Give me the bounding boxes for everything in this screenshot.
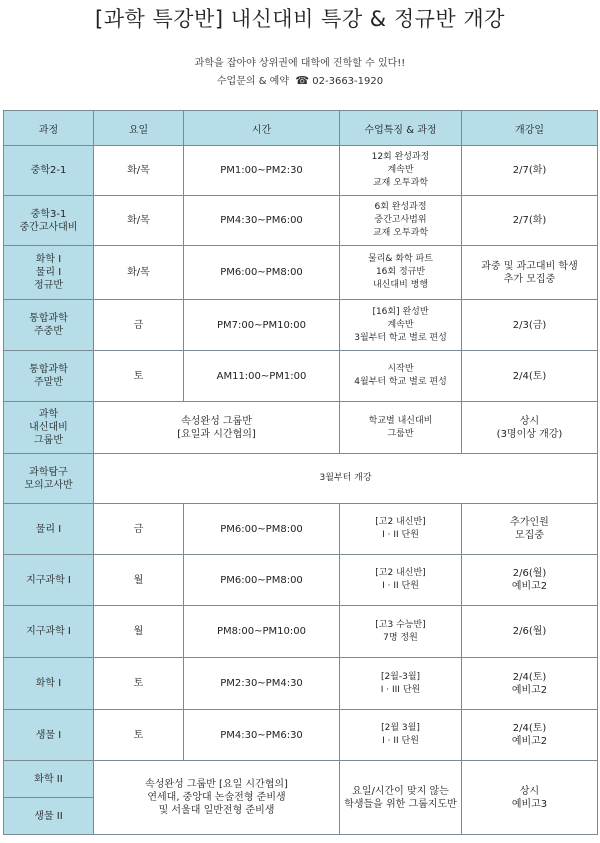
course-cell-line: 물리 I <box>35 523 62 535</box>
table-row <box>4 710 598 761</box>
start-date-cell-line: 2/7(화) <box>512 215 547 226</box>
table-row <box>4 606 598 658</box>
start-date-cell-line: 추가인원 <box>510 517 549 528</box>
course-cell-line: 화학 I <box>35 678 62 689</box>
start-date-cell-line: 2/4(토) <box>512 723 547 734</box>
table-row <box>4 658 598 710</box>
time-cell: PM1:00~PM2:30 <box>184 146 340 196</box>
time-cell: AM11:00~PM1:00 <box>184 351 340 402</box>
day-time-cell <box>94 761 340 835</box>
schedule-table <box>3 110 598 835</box>
feature-cell-line: 중간고사범위 <box>374 215 427 225</box>
table-row <box>4 761 598 798</box>
course-cell <box>4 454 94 504</box>
time-cell: PM6:00~PM8:00 <box>184 504 340 555</box>
course-cell: 생물 II <box>4 798 94 835</box>
telephone-icon: ☎ <box>295 74 310 87</box>
start-date-cell-line: 2/6(월) <box>512 626 547 637</box>
start-date-cell-line: 상시 <box>519 785 540 797</box>
time-cell: PM4:30~PM6:00 <box>184 196 340 246</box>
feature-cell <box>340 300 462 351</box>
feature-cell-line: [고2 내신반] <box>375 517 426 527</box>
feature-cell-line: [2월 3월] <box>381 723 420 733</box>
start-date-cell <box>462 761 598 835</box>
start-date-cell-line: 예비고2 <box>511 581 548 592</box>
feature-cell-line: 시작반 <box>387 364 414 374</box>
start-date-cell <box>462 606 598 658</box>
table-row <box>4 196 598 246</box>
feature-cell-line: 6회 완성과정 <box>374 202 427 212</box>
table-row <box>4 351 598 402</box>
day-time-cell-line: 속성완성 그룹반 <box>181 415 252 427</box>
start-date-cell <box>462 710 598 761</box>
day-time-cell-line: 연세대, 중앙대 논술전형 준비생 <box>147 792 286 803</box>
course-cell <box>4 658 94 710</box>
course-cell <box>4 606 94 658</box>
day-time-cell <box>94 402 340 454</box>
merged-cell: 3월부터 개강 <box>94 454 598 504</box>
feature-cell <box>340 761 462 835</box>
day-cell: 금 <box>94 300 184 351</box>
day-cell: 화/목 <box>94 196 184 246</box>
start-date-cell-line: 2/4(토) <box>512 370 547 382</box>
start-date-cell-line: 추가 모집중 <box>503 273 556 285</box>
course-cell <box>4 504 94 555</box>
time-cell: PM4:30~PM6:30 <box>184 710 340 761</box>
header-start-date: 개강일 <box>462 111 598 146</box>
feature-cell <box>340 402 462 454</box>
day-cell: 토 <box>94 351 184 402</box>
start-date-cell-line: 예비고2 <box>511 684 548 696</box>
feature-cell-line: I · II 단원 <box>382 581 419 591</box>
day-cell: 월 <box>94 555 184 606</box>
feature-cell-line: I · II 단원 <box>382 736 419 746</box>
table-row <box>4 555 598 606</box>
course-cell-line: 지구과학 I <box>26 574 71 586</box>
feature-cell <box>340 710 462 761</box>
course-cell <box>4 246 94 300</box>
start-date-cell <box>462 658 598 710</box>
time-cell: PM6:00~PM8:00 <box>184 246 340 300</box>
day-cell: 토 <box>94 710 184 761</box>
table-row <box>4 146 598 196</box>
course-cell-line: 그룹반 <box>34 435 63 446</box>
feature-cell-line: 4월부터 학교 별로 편성 <box>354 377 447 387</box>
header-feature: 수업특징 & 과정 <box>340 111 462 146</box>
feature-cell-line: 계속반 <box>387 165 414 175</box>
feature-cell-line: [2월-3월] <box>380 671 421 682</box>
feature-cell-line: [고2 내신반] <box>375 568 426 578</box>
course-cell-line: 내신대비 <box>29 422 68 433</box>
day-time-cell-line: 및 서울대 일반전형 준비생 <box>158 805 275 816</box>
feature-cell <box>340 351 462 402</box>
feature-cell-line: [고3 수능반] <box>375 619 426 630</box>
course-cell-line: 주말반 <box>34 377 63 388</box>
start-date-cell-line: 2/4(토) <box>512 671 547 683</box>
course-cell <box>4 300 94 351</box>
course-cell-line: 지구과학 I <box>26 626 71 637</box>
page-title: [과학 특강반] 내신대비 특강 & 정규반 개강 <box>95 7 505 31</box>
course-cell-line: 중간고사대비 <box>19 221 78 233</box>
time-cell: PM7:00~PM10:00 <box>184 300 340 351</box>
course-cell-line: 모의고사반 <box>24 479 73 491</box>
start-date-cell <box>462 246 598 300</box>
feature-cell <box>340 658 462 710</box>
start-date-cell-line: 2/3(금) <box>512 319 547 331</box>
feature-cell <box>340 196 462 246</box>
start-date-cell <box>462 196 598 246</box>
course-cell <box>4 710 94 761</box>
feature-cell-line: 3월부터 학교 별로 편성 <box>354 332 447 343</box>
feature-cell-line: I · II 단원 <box>382 530 419 540</box>
feature-cell-line: 12회 완성과정 <box>371 152 430 162</box>
day-cell: 화/목 <box>94 146 184 196</box>
start-date-cell-line: 모집중 <box>515 530 544 541</box>
course-cell-line: 통합과학 <box>29 313 68 324</box>
course-cell <box>4 196 94 246</box>
start-date-cell <box>462 300 598 351</box>
feature-cell-line: 학생들을 위한 그룹지도반 <box>344 798 457 810</box>
table-row <box>4 300 598 351</box>
table-header-row <box>4 111 598 146</box>
header-course: 과정 <box>4 111 94 146</box>
course-cell <box>4 402 94 454</box>
course-cell-line: 정규반 <box>34 280 63 291</box>
feature-cell <box>340 246 462 300</box>
start-date-cell <box>462 402 598 454</box>
course-cell <box>4 555 94 606</box>
course-cell-line: 중학3-1 <box>30 208 67 220</box>
feature-cell-line: 물리& 화학 파트 <box>368 254 433 264</box>
time-cell: PM6:00~PM8:00 <box>184 555 340 606</box>
start-date-cell-line: 예비고3 <box>511 798 548 810</box>
feature-cell-line: 16회 정규반 <box>375 267 426 277</box>
start-date-cell <box>462 555 598 606</box>
intro-slogan: 과학을 잡아야 상위권에 대학에 진학할 수 있다!! <box>194 58 406 69</box>
course-cell-line: 과학탐구 <box>29 466 68 478</box>
time-cell: PM2:30~PM4:30 <box>184 658 340 710</box>
feature-cell <box>340 504 462 555</box>
start-date-cell-line: 2/6(월) <box>512 568 547 579</box>
feature-cell-line: I · III 단원 <box>380 684 421 695</box>
day-time-cell-line: [요일과 시간협의] <box>177 428 256 440</box>
feature-cell <box>340 606 462 658</box>
header-time: 시간 <box>184 111 340 146</box>
course-cell-line: 과학 <box>38 409 59 420</box>
day-cell: 월 <box>94 606 184 658</box>
feature-cell-line: 교재 오투과학 <box>372 178 429 188</box>
intro-block <box>0 55 600 90</box>
course-cell-line: 화학 I <box>35 254 62 265</box>
course-cell-line: 물리 I <box>35 267 62 278</box>
start-date-cell-line: 상시 <box>519 415 540 427</box>
time-cell: PM8:00~PM10:00 <box>184 606 340 658</box>
table-row <box>4 454 598 504</box>
start-date-cell-line: 예비고2 <box>511 736 548 747</box>
feature-cell <box>340 555 462 606</box>
day-cell: 화/목 <box>94 246 184 300</box>
course-cell-line: 중학2-1 <box>30 165 67 176</box>
day-cell: 토 <box>94 658 184 710</box>
start-date-cell <box>462 146 598 196</box>
start-date-cell-line: 2/7(화) <box>512 165 547 176</box>
contact-line <box>0 72 600 90</box>
day-time-cell-line: 속성완성 그룹반 [요일 시간협의] <box>145 779 288 790</box>
feature-cell-line: 학교별 내신대비 <box>368 415 433 426</box>
course-cell <box>4 146 94 196</box>
course-cell-line: 통합과학 <box>29 364 68 375</box>
feature-cell <box>340 146 462 196</box>
feature-cell-line: 그룹반 <box>387 428 414 439</box>
feature-cell-line: 내신대비 병행 <box>372 280 429 290</box>
feature-cell-line: 7명 정원 <box>383 632 418 643</box>
feature-cell-line: 교재 오투과학 <box>372 228 429 238</box>
start-date-cell <box>462 504 598 555</box>
table-row <box>4 504 598 555</box>
table-row <box>4 246 598 300</box>
phone-number: 02-3663-1920 <box>312 76 384 87</box>
table-row <box>4 402 598 454</box>
course-cell: 화학 II <box>4 761 94 798</box>
feature-cell-line: [16회] 완성반 <box>372 306 429 317</box>
course-cell <box>4 351 94 402</box>
contact-label: 수업문의 & 예약 <box>216 76 290 87</box>
start-date-cell <box>462 351 598 402</box>
course-cell-line: 생물 I <box>35 729 62 741</box>
day-cell: 금 <box>94 504 184 555</box>
start-date-cell-line: (3명이상 개강) <box>496 428 563 440</box>
course-cell-line: 주중반 <box>34 326 63 337</box>
start-date-cell-line: 과중 및 과고대비 학생 <box>481 260 578 272</box>
feature-cell-line: 계속반 <box>387 319 414 330</box>
feature-cell-line: 요일/시간이 맞지 않는 <box>352 785 449 797</box>
header-day: 요일 <box>94 111 184 146</box>
